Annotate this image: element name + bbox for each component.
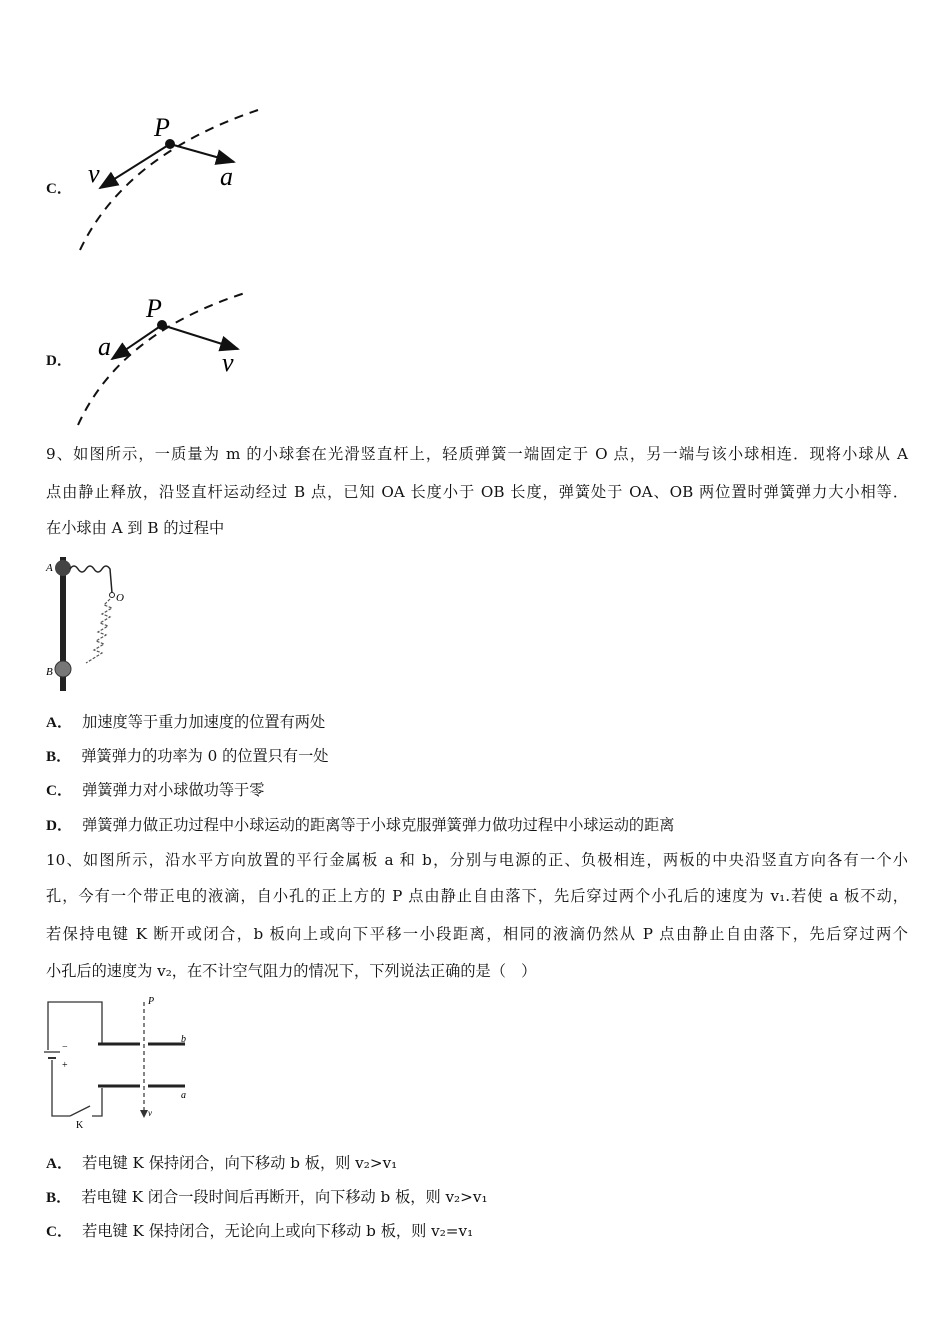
option-text: 若电键 K 闭合一段时间后再断开，向下移动 b 板，则 v₂>v₁ — [81, 1188, 488, 1206]
q10-option-a[interactable] — [46, 1153, 397, 1174]
label-a: a — [181, 1090, 186, 1101]
label-minus: − — [62, 1042, 68, 1053]
down-arrow-icon — [140, 1110, 148, 1118]
option-text: 若电键 K 保持闭合，向下移动 b 板，则 v₂>v₁ — [82, 1154, 398, 1172]
q9-figure — [44, 553, 134, 693]
q9-option-c[interactable] — [46, 780, 264, 801]
acceleration-arrow — [170, 144, 234, 162]
label-a: A — [46, 562, 53, 574]
spring-oa — [70, 566, 112, 593]
q9-option-a[interactable] — [46, 712, 325, 733]
label-k: K — [76, 1120, 84, 1131]
label-v: v — [148, 1108, 152, 1118]
label-b: b — [181, 1034, 186, 1045]
option-text: 弹簧弹力的功率为 0 的位置只有一处 — [81, 747, 329, 765]
velocity-arrow — [162, 325, 238, 349]
ball-at-b — [55, 661, 71, 677]
q10-option-c[interactable] — [46, 1221, 473, 1242]
q10-figure — [40, 992, 200, 1132]
wire-bottom-right — [92, 1088, 102, 1116]
label-p: P — [154, 113, 170, 142]
option-d-figure — [70, 285, 270, 430]
q10-stem-line-4: 小孔后的速度为 v₂，在不计空气阻力的情况下，下列说法正确的是（ ） — [46, 962, 537, 980]
option-text: 若电键 K 保持闭合，无论向上或向下移动 b 板，则 v₂=v₁ — [82, 1222, 474, 1240]
option-key: A． — [46, 1155, 73, 1172]
option-text: 加速度等于重力加速度的位置有两处 — [82, 713, 326, 731]
wire-top — [48, 1002, 102, 1050]
q10-option-b[interactable] — [46, 1187, 488, 1208]
acceleration-arrow — [112, 325, 162, 359]
ball-at-a — [55, 560, 71, 576]
option-key: D． — [46, 817, 73, 834]
option-key: C． — [46, 782, 73, 799]
q10-stem-line-1: 10、如图所示，沿水平方向放置的平行金属板 a 和 b，分别与电源的正、负极相连，两板的中央沿竖直方向各有一个小 — [46, 851, 908, 869]
switch-k — [70, 1106, 90, 1116]
label-a: a — [98, 332, 111, 361]
label-v: v — [222, 348, 234, 377]
label-p: P — [146, 294, 162, 323]
q9-stem-line-2: 点由静止释放，沿竖直杆运动经过 B 点，已知 OA 长度小于 OB 长度，弹簧处于 OA、OB 两位置时弹簧弹力大小相等． — [46, 483, 909, 501]
label-b: B — [46, 666, 53, 678]
label-p: P — [148, 996, 155, 1007]
q9-option-d[interactable] — [46, 815, 674, 836]
q10-stem-line-3: 若保持电键 K 断开或闭合，b 板向上或向下平移一小段距离，相同的液滴仍然从 P 点由静止自由落下，先后穿过两个 — [46, 925, 908, 943]
label-v: v — [88, 159, 100, 188]
option-key: C． — [46, 1223, 73, 1240]
option-key: B． — [46, 748, 72, 765]
q9-stem-line-1: 9、如图所示，一质量为 m 的小球套在光滑竖直杆上，轻质弹簧一端固定于 O 点，另一端与该小球相连．现将小球从 A — [46, 445, 908, 463]
label-o: O — [116, 592, 124, 604]
label-a: a — [220, 162, 233, 191]
q10-stem-line-2: 孔，今有一个带正电的液滴，自小孔的正上方的 P 点由静止自由落下，先后穿过两个小孔后的速度为 v₁.若使 a 板不动， — [46, 887, 908, 905]
q9-option-b[interactable] — [46, 746, 328, 767]
velocity-arrow — [100, 144, 170, 188]
option-d-label: D． — [46, 353, 72, 369]
option-text: 弹簧弹力对小球做功等于零 — [82, 781, 265, 799]
option-key: B． — [46, 1189, 72, 1206]
label-plus: + — [62, 1060, 68, 1071]
option-c-figure — [70, 100, 270, 255]
option-c-label: C． — [46, 181, 72, 197]
spring-ob — [86, 599, 112, 663]
option-key: A． — [46, 714, 73, 731]
option-text: 弹簧弹力做正功过程中小球运动的距离等于小球克服弹簧弹力做功过程中小球运动的距离 — [82, 816, 675, 834]
point-o — [110, 593, 115, 598]
q9-stem-line-3: 在小球由 A 到 B 的过程中 — [46, 519, 225, 537]
